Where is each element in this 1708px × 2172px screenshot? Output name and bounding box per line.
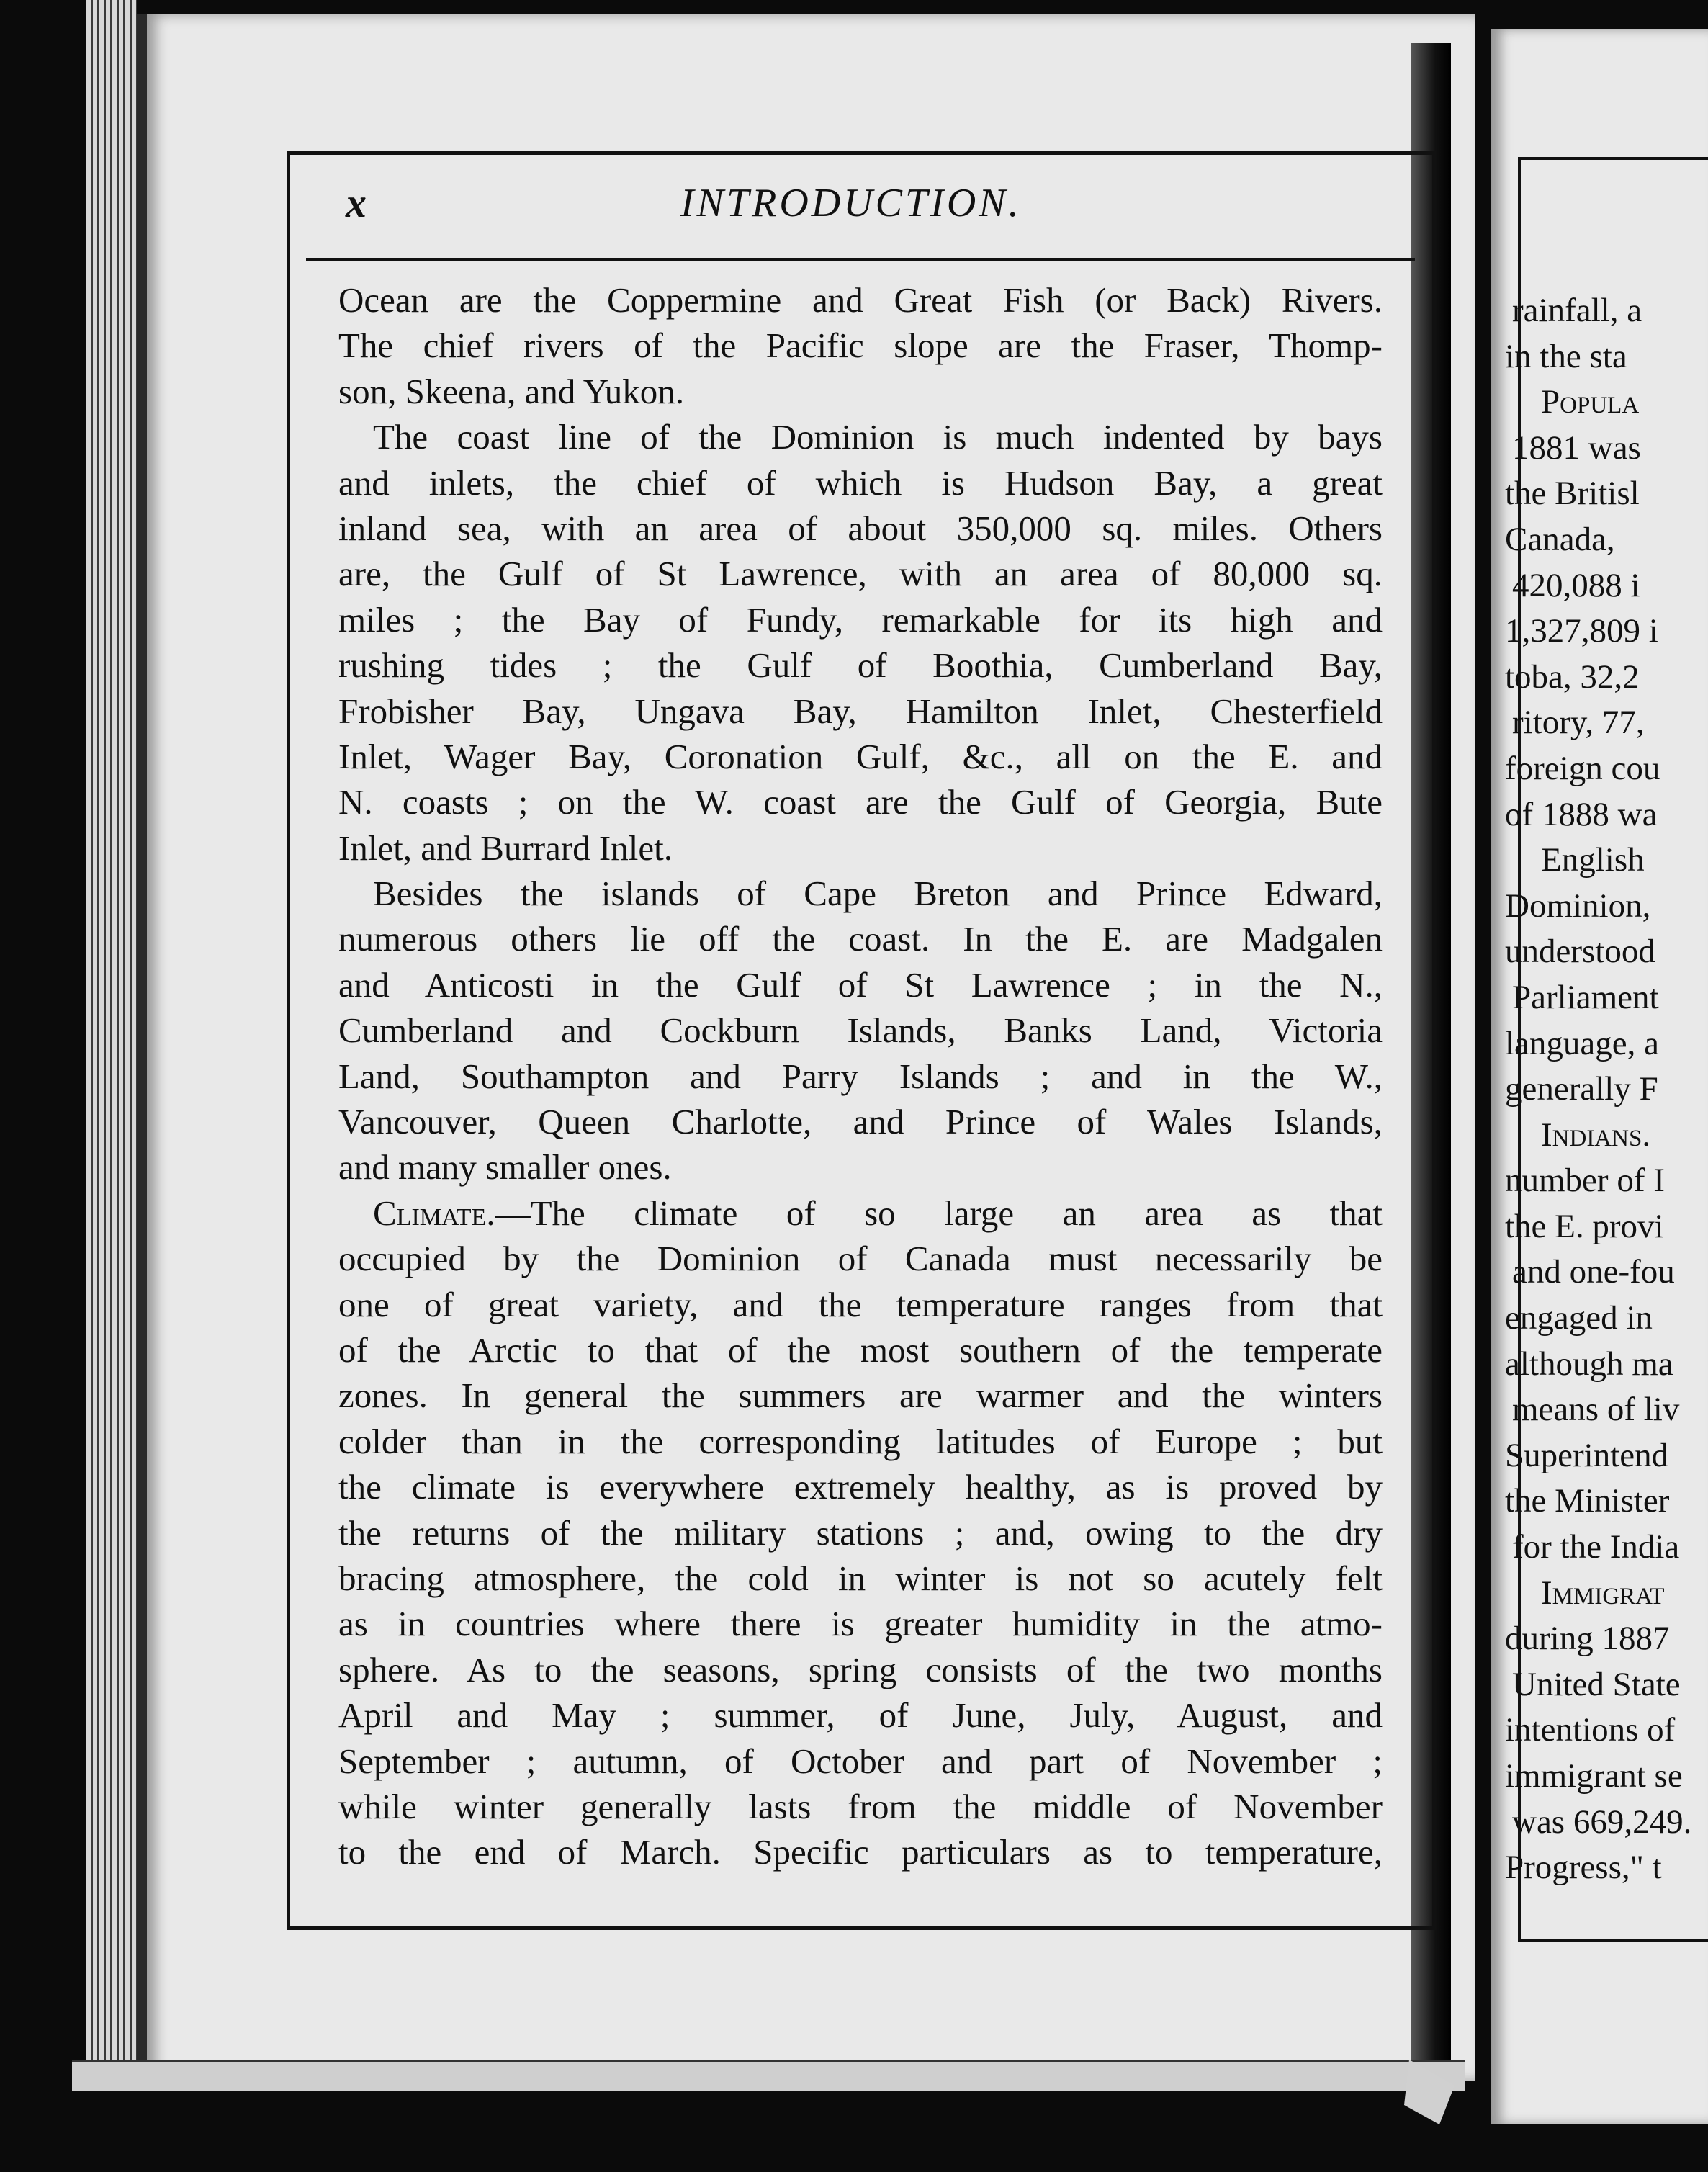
line-text: miles ; the Bay of Fundy, remarkable for its high and [338,599,1383,640]
right-text-line: 420,088 i [1512,566,1640,604]
right-text-line: intentions of [1505,1711,1676,1749]
right-text-line: understood [1505,933,1655,971]
right-text-line: United State [1512,1665,1681,1703]
text-line [338,1282,1383,1327]
text-line [338,1510,1383,1556]
right-text-line: Dominion, [1505,887,1651,925]
line-text: Vancouver, Queen Charlotte, and Prince of Wales Islands, [338,1102,1383,1142]
line-text: of the Arctic to that of the most southern of the temperate [338,1329,1383,1370]
text-line [338,1556,1383,1601]
text-line [338,734,1383,779]
right-text-line: Indians. [1541,1116,1651,1154]
page-number: x [346,179,367,226]
line-text: Inlet, Wager Bay, Coronation Gulf, &c., all on the E. and [338,736,1383,776]
right-text-line: in the sta [1505,337,1627,375]
right-text-line: the E. provi [1505,1207,1664,1245]
line-text: as in countries where there is greater humidity in the atmo- [338,1604,1383,1644]
right-text-line: although ma [1505,1345,1673,1383]
right-text-line: the Minister [1505,1482,1670,1520]
right-text-line: during 1887 [1505,1620,1670,1658]
header-rule [306,258,1415,261]
line-text: Land, Southampton and Parry Islands ; and in the W., [338,1056,1383,1096]
line-text: and Anticosti in the Gulf of St Lawrence ; in the N., [338,964,1383,1005]
running-head: INTRODUCTION. [680,181,1022,225]
line-text: September ; autumn, of October and part of November ; [338,1741,1383,1781]
text-line [338,825,1383,871]
right-text-line: engaged in [1505,1299,1653,1337]
right-text-line: means of liv [1512,1391,1680,1429]
line-text: Ocean are the Coppermine and Great Fish (or Back) Rivers. [338,280,1383,320]
text-line [338,323,1383,368]
right-text-line: foreign cou [1505,749,1660,787]
text-line [338,597,1383,642]
line-text: The chief rivers of the Pacific slope are the Fraser, Thomp- [338,326,1383,366]
text-line [338,962,1383,1008]
text-line [338,369,1383,414]
right-text-line: 1881 was [1512,428,1641,467]
line-text: N. coasts ; on the W. coast are the Gulf of Georgia, Bute [338,782,1383,822]
text-line [338,1829,1383,1875]
text-line [338,871,1383,916]
text-line [338,1784,1383,1829]
text-line [338,506,1383,551]
right-text-line: Parliament [1512,978,1659,1016]
text-line [338,460,1383,506]
right-text-line: Progress," t [1505,1849,1662,1887]
line-text: occupied by the Dominion of Canada must necessarily be [338,1239,1383,1279]
text-line [338,1692,1383,1738]
line-text: Cumberland and Cockburn Islands, Banks Land, Victoria [338,1010,1383,1051]
line-text: one of great variety, and the temperature ranges from that [338,1284,1383,1324]
line-text: to the end of March. Specific particulars as to temperature, [338,1832,1383,1872]
text-line [338,1008,1383,1053]
text-line [338,551,1383,596]
text-line [338,1099,1383,1144]
right-text-line: Canada, [1505,520,1615,558]
line-text: while winter generally lasts from the middle of November [338,1786,1383,1826]
right-text-line: rainfall, a [1512,292,1642,329]
right-text-line: 1,327,809 i [1505,612,1658,650]
line-text: bracing atmosphere, the cold in winter is not so acutely felt [338,1558,1383,1598]
text-line [338,1327,1383,1373]
right-text-line: was 669,249. [1512,1803,1692,1841]
line-text: inland sea, with an area of about 350,000 sq. miles. Others [338,508,1383,548]
text-line [338,1738,1383,1784]
line-text: the returns of the military stations ; and, owing to the dry [338,1512,1383,1553]
right-text-line: and one-fou [1512,1253,1675,1291]
right-text-line: language, a [1505,1024,1660,1062]
right-text-line: English [1541,841,1645,879]
right-text-line: Immigrat [1541,1574,1665,1612]
line-text: Inlet, and Burrard Inlet. [338,827,673,868]
page-bottom-edge [72,2060,1465,2091]
page-edge-stack [86,0,137,2074]
line-text: Besides the islands of Cape Breton and Prince Edward, [373,874,1383,914]
text-line [338,916,1383,961]
line-text: The coast line of the Dominion is much indented by bays [373,417,1383,457]
right-text-line: the Britisl [1505,475,1640,513]
right-text-line: Superintend [1505,1436,1669,1474]
line-text: The climate of so large an area as that [530,1193,1383,1233]
text-line [338,688,1383,734]
text-line [338,1464,1383,1509]
right-text-line: for the India [1512,1528,1680,1566]
line-text: are, the Gulf of St Lawrence, with an area of 80,000 sq. [338,554,1383,594]
line-text: Frobisher Bay, Ungava Bay, Hamilton Inlet, Chesterfield [338,691,1383,731]
text-line [338,1419,1383,1464]
text-line [338,642,1383,688]
line-text: and many smaller ones. [338,1147,672,1188]
text-line [338,1144,1383,1190]
text-line [338,1236,1383,1281]
line-text: and inlets, the chief of which is Hudson Bay, a great [338,462,1383,503]
line-text: colder than in the corresponding latitudes of Europe ; but [338,1421,1383,1461]
line-text: April and May ; summer, of June, July, August, and [338,1695,1383,1736]
section-lead: Climate.— [373,1193,531,1233]
line-text: zones. In general the summers are warmer and the winters [338,1376,1383,1416]
right-text-line: of 1888 wa [1505,795,1658,833]
right-page-text [1498,288,1708,1891]
line-text: rushing tides ; the Gulf of Boothia, Cumberland Bay, [338,645,1383,686]
text-line [338,1373,1383,1418]
right-text-line: immigrant se [1505,1757,1683,1795]
text-line [338,277,1383,323]
text-line [338,779,1383,825]
line-text: numerous others lie off the coast. In the E. are Madgalen [338,919,1383,959]
right-text-line: toba, 32,2 [1505,658,1640,696]
line-text: sphere. As to the seasons, spring consists of the two months [338,1649,1383,1689]
text-line [338,1601,1383,1646]
line-text: the climate is everywhere extremely healthy, as is proved by [338,1467,1383,1507]
line-text: son, Skeena, and Yukon. [338,371,684,411]
text-line [338,1647,1383,1692]
right-text-line: Popula [1541,383,1640,421]
right-text-line: number of I [1505,1162,1665,1200]
text-line [338,1190,1383,1236]
text-line [338,1054,1383,1099]
right-text-line: generally F [1505,1070,1658,1108]
body-text [338,277,1383,1875]
right-text-line: ritory, 77, [1512,704,1645,742]
text-line [338,414,1383,459]
